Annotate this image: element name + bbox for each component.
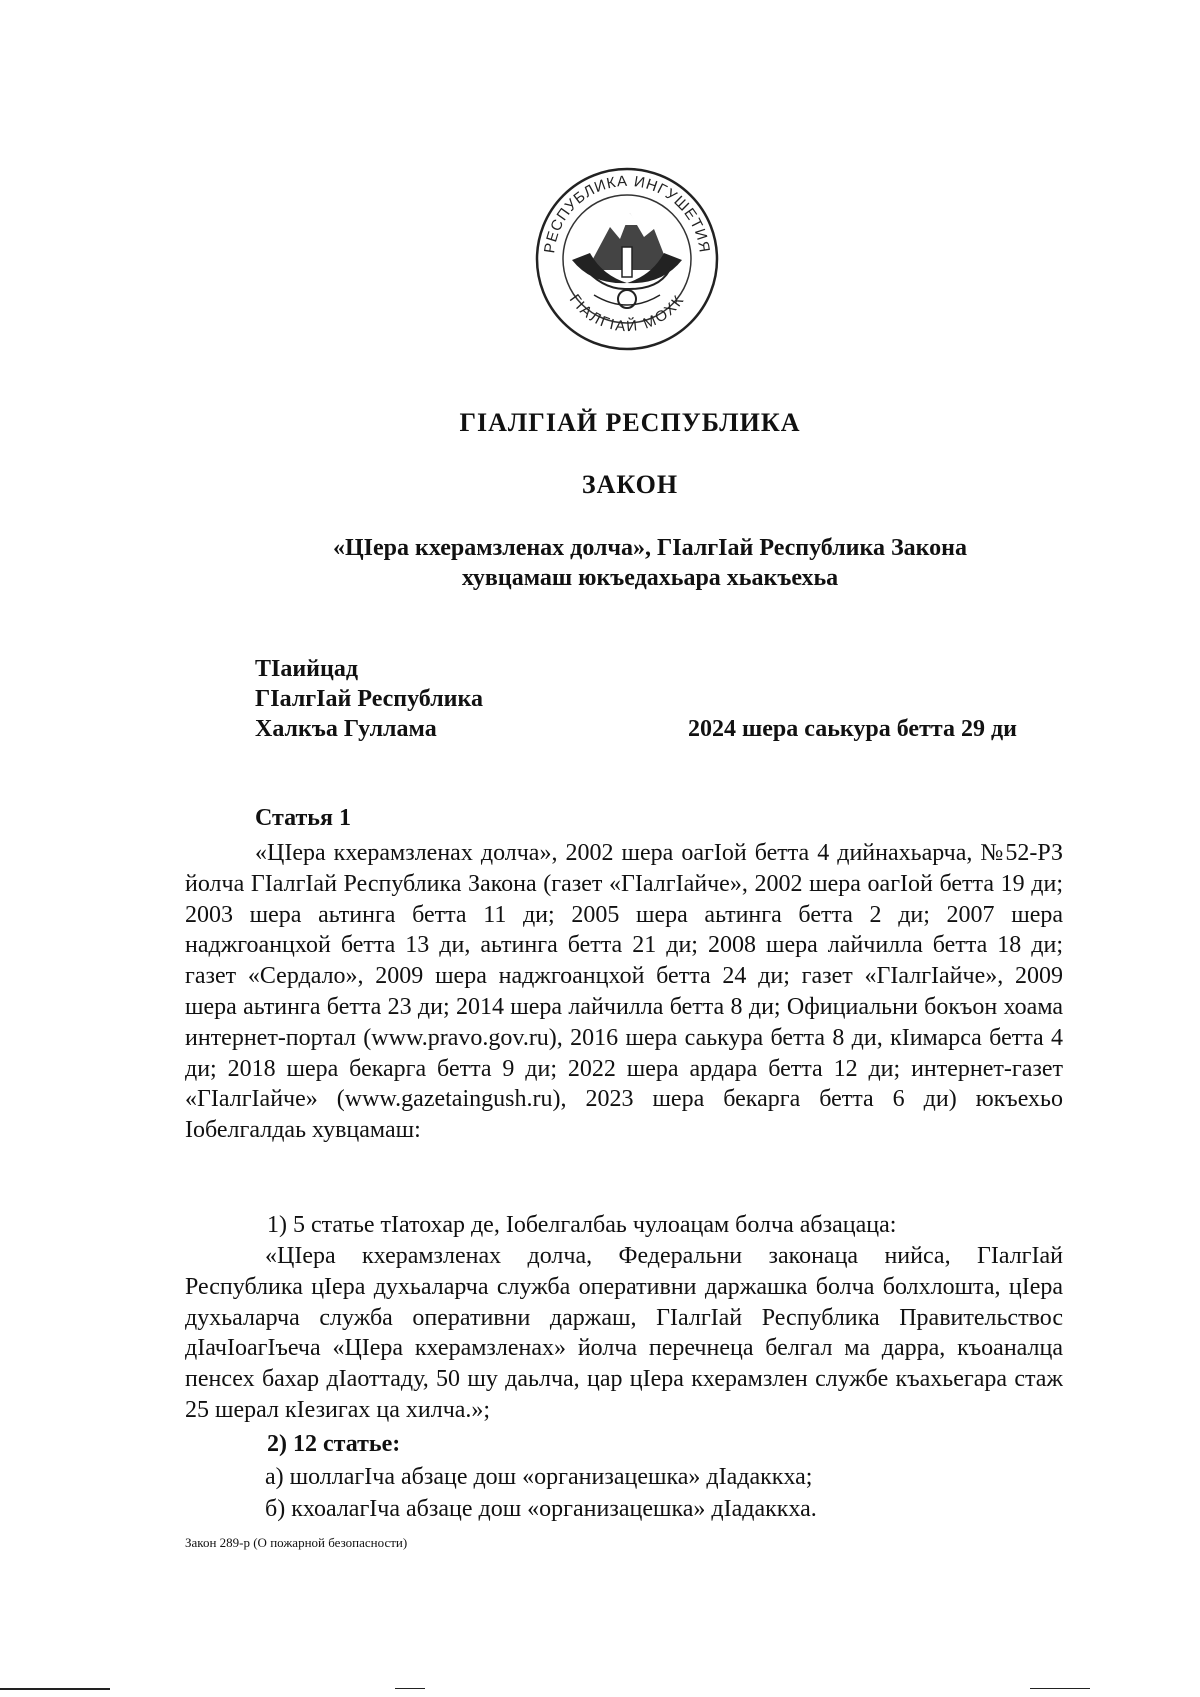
article-heading: Статья 1 bbox=[255, 805, 351, 831]
republic-heading: ГIАЛГIАЙ РЕСПУБЛИКА bbox=[459, 408, 801, 437]
adoption-date: 2024 шера саькура бетта 29 ди bbox=[688, 716, 1017, 742]
article-item-2: 2) 12 статье: bbox=[267, 1431, 401, 1457]
article-intro-paragraph: «ЦIера кхерамзленах долча», 2002 шера оагIой бетта 4 дийнахьарча, №52-РЗ йолча ГIалгIай Республика Закона (газет «ГIалгIайче», 2002 шера оагIой бетта 19 ди; 2003 шера аьтинга бетта 11 ди; 2005 шера аьтинга бетта 2 ди; 2007 шера наджгоанцхой бетта 13 ди, аьтинга бетта 21 ди; 2008 шера лайчилла бетта 18 ди; газет «Сердало», 2009 шера наджгоанцхой бетта 24 ди; газет «ГIалгIайче», 2009 шера аьтинга бетта 23 ди; 2014 шера лайчилла бетта 8 ди; Официальни бокъон хоама интернет-портал (www.pravo.gov.ru), 2016 шера саькура бетта 8 ди, кIимарса бетта 4 ди; 2018 шера бекарга бетта 9 ди; 2022 шера ардара бетта 12 ди; интернет-газет «ГIалгIайче» (www.gazetaingush.ru), 2023 шера бекарга бетта 6 ди) юкъехьо Iобелгалдаь хувцамаш: bbox=[185, 840, 1063, 1144]
law-title-line-1: «ЦIера кхерамзленах долча», ГIалгIай Республика Закона bbox=[333, 535, 967, 561]
scan-artifact-line bbox=[395, 1688, 425, 1689]
article-item-1-quote: «ЦIера кхерамзленах долча, Федеральни законаца нийса, ГIалгIай Республика цIера духьаларча служба оперативни даржашка болча болхлошта, цIера духьаларча служба оперативни даржаш, ГIалгIай Республика Правительствос дIачIоагIъеча «ЦIера кхерамзленах» йолча перечнеца белгал ма дарра, къоаналца пенсех бахар дIаоттаду, 50 шу даьлча, цар цIера кхерамзлен службе къахьегара стаж 25 шерал кIезигах ца хилча.»; bbox=[185, 1243, 1063, 1423]
article-item-1: 1) 5 статье тIатохар де, Iобелгалбаь чулоацам болча абзацаца: bbox=[267, 1212, 897, 1238]
adoption-line-1: ТIаийцад bbox=[255, 656, 358, 682]
republic-seal-emblem bbox=[532, 165, 722, 353]
law-title-line-2: хувцамаш юкъедахьара хьакъехьа bbox=[461, 565, 839, 591]
scan-artifact-line bbox=[0, 1688, 110, 1690]
adoption-line-2: ГIалгIай Республика bbox=[255, 686, 483, 712]
article-item-2-b: б) кхоалагIча абзаце дош «организацешка» дIадаккха. bbox=[265, 1496, 817, 1522]
seal-top-text: РЕСПУБЛИКА ИНГУШЕТИЯ bbox=[541, 172, 713, 255]
law-title bbox=[250, 533, 1050, 593]
seal-bottom-text: ГIАЛГIАЙ МОХК bbox=[565, 291, 689, 336]
article-item-2-a: а) шоллагIча абзаце дош «организацешка» дIадаккха; bbox=[265, 1464, 813, 1490]
adoption-block bbox=[255, 654, 483, 744]
scan-artifact-line bbox=[1030, 1688, 1090, 1689]
adoption-line-3: Халкъа Гуллама bbox=[255, 716, 437, 742]
footer-note: Закон 289-р (О пожарной безопасности) bbox=[185, 1535, 408, 1550]
document-type-heading: ЗАКОН bbox=[581, 470, 679, 499]
svg-text:ГIАЛГIАЙ МОХК bbox=[566, 291, 688, 335]
